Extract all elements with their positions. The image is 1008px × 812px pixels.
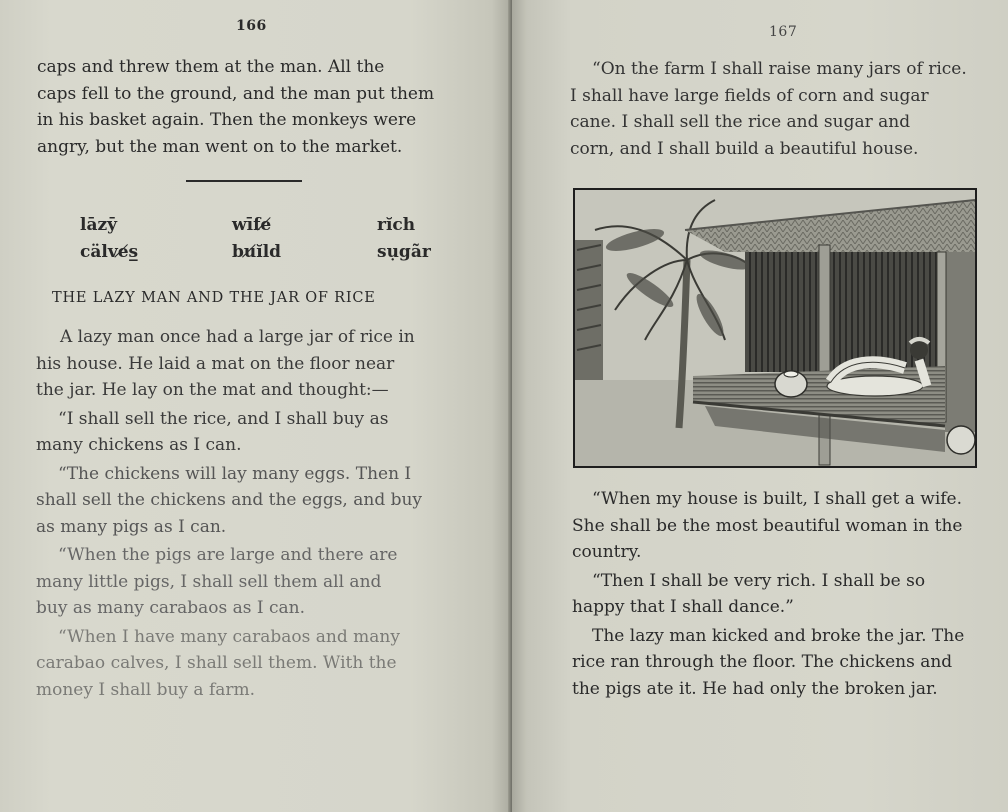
left-story-text <box>36 324 460 703</box>
text-line: “I shall sell the rice, and I shall buy as <box>58 408 389 429</box>
paragraph <box>572 568 992 621</box>
text-line: The lazy man kicked and broke the jar. The <box>592 625 965 646</box>
text-line: cane. I shall sell the rice and sugar and <box>570 112 911 132</box>
vocab-word: bu̸ĭld <box>232 242 282 262</box>
text-line: many chickens as I can. <box>36 435 242 455</box>
text-line: A lazy man once had a large jar of rice in <box>60 327 415 347</box>
text-line: shall sell the chickens and the eggs, and buy <box>36 490 423 510</box>
right-top-paragraph <box>570 56 992 162</box>
text-line: his house. He laid a mat on the floor near <box>36 353 395 374</box>
text-line: “When the pigs are large and there are <box>58 545 398 565</box>
vocab-word: lāzȳ <box>80 215 118 235</box>
vocab-word: sụgãr <box>377 242 431 262</box>
vocab-row <box>80 239 440 266</box>
right-story-text <box>572 486 992 702</box>
text-line: caps and threw them at the man. All the <box>37 57 385 77</box>
paragraph <box>36 324 460 404</box>
text-line: caps fell to the ground, and the man put them <box>37 83 435 104</box>
text-line: “When my house is built, I shall get a wife. <box>592 489 963 509</box>
text-line: country. <box>572 542 642 562</box>
text-line: money I shall buy a farm. <box>36 679 256 700</box>
text-line: “Then I shall be very rich. I shall be so <box>592 570 926 591</box>
vocab-word: wīfe̸ <box>232 215 272 235</box>
vocab-word: rĭch <box>377 215 416 235</box>
text-line: She shall be the most beautiful woman in the <box>572 515 963 536</box>
page-number-right: 167 <box>769 24 798 40</box>
vocab-row <box>80 212 440 239</box>
text-line: I shall have large fields of corn and sugar <box>570 85 929 106</box>
lazy-man-on-mat-illustration <box>575 190 975 466</box>
text-line: as many pigs as I can. <box>36 516 227 537</box>
text-line: angry, but the man went on to the market. <box>37 136 403 157</box>
text-line: many little pigs, I shall sell them all and <box>36 571 382 592</box>
text-line: “On the farm I shall raise many jars of rice. <box>592 59 967 79</box>
text-line: “The chickens will lay many eggs. Then I <box>58 463 412 484</box>
left-top-paragraph <box>37 54 461 160</box>
section-divider <box>186 180 302 182</box>
paragraph <box>572 623 992 703</box>
page-number-left: 166 <box>236 18 267 34</box>
paragraph <box>572 486 992 566</box>
text-line: in his basket again. Then the monkeys were <box>37 110 417 130</box>
text-line: the jar. He lay on the mat and thought:— <box>36 380 389 400</box>
paragraph <box>36 542 460 622</box>
text-line: corn, and I shall build a beautiful house. <box>570 138 919 159</box>
text-line: carabao calves, I shall sell them. With the <box>36 653 397 673</box>
paragraph <box>36 461 460 541</box>
paragraph <box>36 624 460 704</box>
text-line: “When I have many carabaos and many <box>58 626 400 647</box>
text-line: the pigs ate it. He had only the broken jar. <box>572 678 938 699</box>
vocab-word: cälve̸s̲ <box>80 242 139 262</box>
story-illustration <box>573 188 977 468</box>
vocabulary-list <box>80 212 440 266</box>
paragraph <box>36 406 460 459</box>
text-line: buy as many carabaos as I can. <box>36 598 306 618</box>
text-line: happy that I shall dance.” <box>572 597 794 617</box>
story-heading: THE LAZY MAN AND THE JAR OF RICE <box>52 290 376 306</box>
text-line: rice ran through the floor. The chickens and <box>572 652 953 672</box>
